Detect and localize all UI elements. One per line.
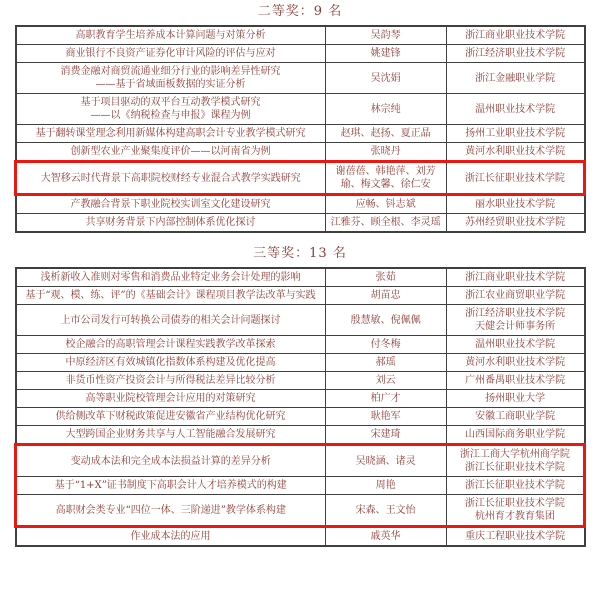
text-line: 商业银行不良资产证券化审计风险的评估与应对 (65, 48, 276, 59)
text-line: 校企融合的高职管理会计课程实践教学改革探索 (65, 339, 276, 350)
text-line: 浙江金融职业学院 (475, 72, 556, 84)
text-line: 基于“1+X”证书制度下高职会计人才培养模式的构建 (54, 480, 287, 491)
project-title-cell (16, 94, 326, 125)
table-row (16, 426, 585, 445)
text-line: ——以《纳税检查与申报》课程为例 (90, 110, 251, 121)
table-row (16, 372, 585, 390)
award-table (14, 25, 586, 233)
project-title-cell (16, 390, 326, 408)
table-row (16, 125, 585, 143)
project-title-cell (16, 336, 326, 354)
text-line: 浙江长征职业技术学院 (464, 172, 565, 184)
table-row (16, 45, 585, 63)
project-title-cell (16, 195, 326, 214)
table-row (16, 63, 585, 94)
institution-cell (446, 372, 584, 390)
table-row (16, 445, 585, 477)
text-line: 安徽工商职业学院 (475, 411, 556, 422)
text-line: 基于项目驱动的双平台互动教学模式研究 (80, 97, 261, 108)
table-row (16, 268, 585, 287)
institution-cell (446, 162, 584, 195)
text-line: 高职财会类专业“四位一体、三阶递进”教学体系构建 (55, 504, 286, 516)
authors-cell: 江雅芬、顾全根、李灵瑶 (325, 214, 446, 233)
text-line: 大智移云时代背景下高职院校财经专业混合式教学实践研究 (40, 172, 301, 184)
institution-cell (446, 426, 584, 445)
text-line: 浙江经济职业技术学院 (465, 48, 566, 59)
institution-cell (446, 125, 584, 143)
project-title-cell (16, 305, 326, 336)
project-title-cell (16, 26, 326, 45)
text-line: 扬州职业大学 (485, 393, 546, 404)
institution-cell (446, 477, 584, 495)
table-row (16, 287, 585, 305)
table-row (16, 305, 585, 336)
text-line: 丽水职业技术学院 (475, 199, 556, 210)
authors-cell: 耿艳军 (325, 408, 446, 426)
project-title-cell (16, 45, 326, 63)
institution-cell (446, 94, 584, 125)
text-line: 浅析新收入准则对零售和消费品业特定业务会计处理的影响 (40, 272, 301, 283)
text-line: 苏州经贸职业技术学院 (465, 217, 566, 228)
institution-cell (446, 45, 584, 63)
text-line: 基于“观、模、练、评”的《基础会计》课程项目教学法改革与实践 (25, 290, 316, 301)
award-table (14, 267, 586, 547)
authors-cell: 吴韵琴 (325, 26, 446, 45)
text-line: 大型跨国企业财务共享与人工智能融合发展研究 (65, 429, 276, 440)
text-line: 高等职业院校管理会计应用的对策研究 (85, 393, 256, 404)
text-line: 温州职业技术学院 (475, 339, 556, 350)
authors-cell: 周艳 (325, 477, 446, 495)
text-line: 黄河水利职业技术学院 (465, 146, 566, 157)
institution-cell (446, 390, 584, 408)
project-title-cell (16, 143, 326, 162)
section-title: 三等奖：13 名 (253, 246, 347, 261)
text-line: 浙江长征职业技术学院 (464, 480, 565, 491)
text-line: 杭州育才教育集团 (474, 511, 555, 522)
authors-cell: 戚英华 (325, 527, 446, 547)
project-title-cell (16, 495, 326, 527)
institution-cell (446, 336, 584, 354)
project-title-cell (16, 477, 326, 495)
authors-cell: 吴沈娟 (325, 63, 446, 94)
authors-cell: 胡苗忠 (325, 287, 446, 305)
text-line: 重庆工程职业技术学院 (465, 531, 566, 542)
authors-cell: 谢蓓蓓、韩艳萍、刘芳瑜、梅文馨、徐仁安 (325, 162, 446, 195)
institution-cell (446, 408, 584, 426)
institution-cell (446, 268, 584, 287)
text-line: 浙江长征职业技术学院 (464, 498, 565, 509)
section-title: 二等奖：9 名 (257, 4, 343, 19)
institution-cell (446, 26, 584, 45)
text-line: 产教融合背景下职业院校实训室文化建设研究 (70, 199, 271, 210)
table-row (16, 527, 585, 547)
text-line: 消费金融对商贸流通业细分行业的影响差异性研究 (60, 66, 281, 77)
text-line: 上市公司发行可转换公司债券的相关会计问题探讨 (60, 314, 281, 326)
text-line: 供给侧改革下财税政策促进安徽省产业结构优化研究 (55, 411, 286, 422)
institution-cell (446, 527, 584, 547)
text-line: ——基于省域面板数据的实证分析 (95, 79, 246, 90)
table-row (16, 354, 585, 372)
authors-cell: 宋建琦 (325, 426, 446, 445)
authors-cell: 张晓丹 (325, 143, 446, 162)
award-section (0, 233, 600, 547)
institution-cell (446, 63, 584, 94)
text-line: 创新型农业产业聚集度评价——以河南省为例 (70, 146, 271, 157)
text-line: 浙江工商大学杭州商学院 (459, 449, 570, 460)
authors-cell: 应畅、钭志斌 (325, 195, 446, 214)
institution-cell (446, 445, 584, 477)
table-row (16, 94, 585, 125)
table-row (16, 214, 585, 233)
authors-cell: 赵琪、赵扬、夏正晶 (325, 125, 446, 143)
project-title-cell (16, 354, 326, 372)
project-title-cell (16, 426, 326, 445)
authors-cell: 张茹 (325, 268, 446, 287)
text-line: 浙江经济职业技术学院 (465, 308, 566, 319)
institution-cell (446, 495, 584, 527)
institution-cell (446, 287, 584, 305)
text-line: 基于翻转课堂理念利用新媒体构建高职会计专业教学模式研究 (35, 128, 306, 139)
table-row (16, 495, 585, 527)
text-line: 高职教育学生培养成本计算问题与对策分析 (75, 30, 266, 41)
text-line: 浙江长征职业技术学院 (464, 462, 565, 473)
project-title-cell (16, 268, 326, 287)
project-title-cell (16, 125, 326, 143)
authors-cell: 姚建锋 (325, 45, 446, 63)
text-line: 扬州工业职业技术学院 (465, 128, 566, 139)
institution-cell (446, 195, 584, 214)
table-row (16, 336, 585, 354)
project-title-cell (16, 445, 326, 477)
text-line: 浙江商业职业技术学院 (465, 272, 566, 283)
text-line: 作业成本法的应用 (130, 531, 211, 542)
project-title-cell (16, 287, 326, 305)
institution-cell (446, 354, 584, 372)
project-title-cell (16, 214, 326, 233)
institution-cell (446, 214, 584, 233)
authors-cell: 郝瑶 (325, 354, 446, 372)
text-line: 广州番禺职业技术学院 (465, 375, 566, 386)
text-line: 山西国际商务职业学院 (465, 429, 566, 440)
table-row (16, 390, 585, 408)
text-line: 黄河水利职业技术学院 (465, 357, 566, 368)
award-section (0, 0, 600, 233)
authors-cell: 柏广才 (325, 390, 446, 408)
authors-cell: 付冬梅 (325, 336, 446, 354)
project-title-cell (16, 162, 326, 195)
text-line: 中原经济区有效城镇化指数体系构建及优化提高 (65, 357, 276, 368)
table-row (16, 26, 585, 45)
project-title-cell (16, 372, 326, 390)
text-line: 天健会计师事务所 (475, 321, 556, 332)
table-row (16, 195, 585, 214)
authors-cell: 刘云 (325, 372, 446, 390)
project-title-cell (16, 408, 326, 426)
table-row (16, 162, 585, 195)
table-row (16, 408, 585, 426)
table-row (16, 477, 585, 495)
institution-cell (446, 143, 584, 162)
table-row (16, 143, 585, 162)
text-line: 浙江农业商贸职业学院 (465, 290, 566, 301)
project-title-cell (16, 63, 326, 94)
authors-cell: 林宗纯 (325, 94, 446, 125)
text-line: 变动成本法和完全成本法损益计算的差异分析 (70, 455, 271, 467)
institution-cell (446, 305, 584, 336)
project-title-cell (16, 527, 326, 547)
text-line: 浙江商业职业技术学院 (465, 30, 566, 41)
text-line: 共享财务背景下内部控制体系优化探讨 (85, 217, 256, 228)
authors-cell: 吴晓涵、诸灵 (325, 445, 446, 477)
text-line: 温州职业技术学院 (475, 103, 556, 115)
text-line: 非货币性资产投资会计与所得税法差异比较分析 (65, 375, 276, 386)
authors-cell: 宋森、王文怡 (325, 495, 446, 527)
authors-cell: 殷慧敏、倪佩佩 (325, 305, 446, 336)
